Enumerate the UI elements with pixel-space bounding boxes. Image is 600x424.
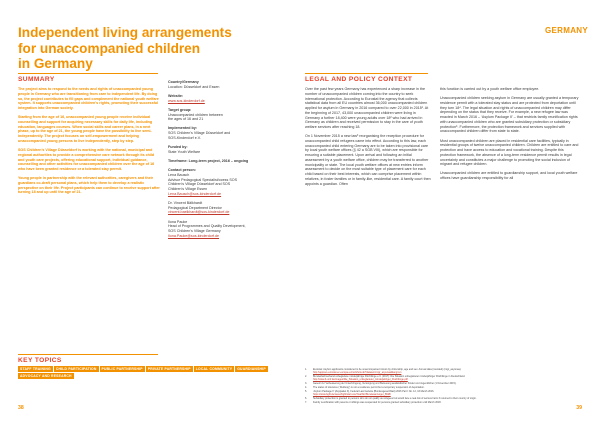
footnote: [305, 386, 580, 389]
contact-email-link[interactable]: vincent.baelkhardt@sos-kinderdorf.de: [168, 210, 230, 215]
page-title: [18, 25, 308, 72]
contact-line: Dr. Vincent Bälkhardt: [168, 200, 203, 205]
footnote-number: 5.: [305, 390, 308, 394]
topic-tag: GUARDIANSHIP: [237, 367, 266, 371]
title-line: Independent living arrangements: [18, 25, 232, 40]
fact-label: Target group:: [168, 107, 192, 112]
footnote: [305, 397, 580, 400]
footnote-number: 3.: [305, 382, 308, 386]
title-line: in Germany: [18, 56, 93, 71]
key-topics-heading: KEY TOPICS: [18, 357, 62, 364]
legal-paragraph: Unaccompanied children are entitled to guardianship support, and local youth welfare offices have guardianship responsibility for all: [440, 171, 578, 181]
fact-value: Unaccompanied children between the ages of 16 and 21: [168, 112, 223, 122]
legal-paragraph: Over the past few years Germany has experienced a sharp increase in the number of unaccompanied children coming into the country to seek international protection. According to Eurostat the agency that collects statistical data from all EU countries almost 36,000 unaccompanied children applied for asylum in Germany in 2016 compared to over 22,000 in 2015¹. At the beginning of 2017, 43,000 unaccompanied children were living in Germany a further 18,400 were young adults over 18² who had arrived in Germany as children and received permission to stay in the care of youth welfare services after reaching 18.: [305, 87, 429, 129]
title-line: for unaccompanied children: [18, 40, 201, 56]
footnote-number: 1.: [305, 368, 308, 371]
page-number-right: 39: [576, 405, 582, 411]
legal-paragraph: Most unaccompanied children are placed in residential care facilities, typically in residential groups of twelve unaccompanied children. Children are entitled to care and protection and have access to education and vocational training. Despite this protection framework, the absence of a long-term residence permit results in legal uncertainty and constitutes a major challenge to promoting the social inclusion of migrant and refugee children.: [440, 138, 579, 167]
fact-label: Implemented by:: [168, 126, 197, 131]
footnote: [305, 368, 580, 374]
topic-tag: PUBLIC PARTNERSHIP: [101, 367, 143, 371]
project-facts: [168, 80, 296, 243]
legal-paragraph: On 1 November 2015 a new law³ reorganising the reception procedure for unaccompanied child refugees came into effect. According to this law, each unaccompanied child entering Germany are to be taken into provisional care by local youth welfare offices (§ 42 a SGB VIII), which are responsible for ensuring a suitable placement. Upon arrival and following an initial assessment by a youth welfare office, children may be transferred to another municipality or state. The local youth welfare offices at new entries inform assessment to decide on the most suitable type of placement care for each child based on their best interests, which can comprise placement within relatives, in foster families or in family-like, residential care. A family court then appoints a guardian. Often: [305, 134, 431, 186]
contact-line: Head of Programmes and Quality Development,: [168, 224, 246, 229]
footnote: [305, 375, 580, 381]
fact-target-group: [168, 108, 296, 122]
footnote-number: 6.: [305, 397, 308, 401]
footnote-link[interactable]: https://www.bgbl.de/xaver/bgbl/start.xav?startbk=Bundesanzeiger_BGBl: [313, 393, 391, 397]
topic-tag: PRIVATE PARTNERSHIP: [147, 367, 191, 371]
contact-line: SOS Children’s Village Germany: [168, 229, 221, 234]
contact-line: Pedagogical Department Director: [168, 205, 222, 210]
fact-label: Website:: [168, 93, 184, 98]
footnote-link[interactable]: http://www.b-umf.de/images/Die_Situation_unbegleiteter_minderjahriger_Fluchtlinge.pdf: [313, 378, 408, 382]
footnote-text: Bundesfachverband unbegleitete minderjährige Flüchtlinge e.V. (2017): Die Situation unbegleiteter minderjähriger Flüchtlinge in Deutschland.: [313, 375, 466, 379]
legal-divider: [305, 73, 428, 74]
fact-country: [168, 80, 296, 90]
summary-paragraph: The project aims to respond to the needs and rights of unaccompanied young people in Germany who are transitioning from care to independent life. By doing so, the project contributes to fill gaps and complement the national youth welfare system. It supports unaccompanied children’s rights, promoting their successful integration into German society.: [18, 87, 159, 110]
fact-label: Funded by:: [168, 145, 188, 150]
contact-person: [168, 173, 296, 197]
fact-label: Timeframe: Long-term project, 2016 – ongoing: [168, 158, 249, 163]
country-label: GERMANY: [545, 26, 588, 35]
footnotes: [305, 368, 580, 405]
fact-label: Country/Germany: [168, 80, 199, 84]
contact-line: Children’s Village Düsseldorf and SOS: [168, 182, 231, 187]
fact-implemented-by: [168, 126, 296, 140]
fact-value: Location: Düsseldorf and Essen: [168, 84, 220, 89]
footnote: [305, 401, 580, 404]
summary-text: [18, 87, 160, 200]
topic-tag: LOCAL COMMUNITY: [195, 367, 233, 371]
summary-divider: [18, 73, 158, 74]
page-number-left: 38: [18, 405, 24, 411]
topic-tag: CHILD PARTICIPATION: [55, 367, 97, 371]
contact-person: [168, 220, 296, 239]
footnote: [305, 390, 580, 396]
summary-paragraph: Young people in partnership with the relevant authorities, caregivers and their guardians co-draft personal plans, which help them to develop a realistic perspective on their life. Project participants can continue to receive support after turning 18 and up until the age of 21.: [18, 176, 160, 195]
contact-line: Children’s Village Essen: [168, 187, 208, 192]
contact-line: Advisor Pedagogical Specialist/ocess SOS: [168, 177, 238, 182]
legal-column-2: [440, 87, 580, 185]
footnote-text: The status of tolerance (‘Duldung’) is not a residence permit but a temporary suspension of deportation.: [313, 386, 425, 390]
legal-heading: LEGAL AND POLICY CONTEXT: [305, 76, 413, 83]
fact-label: Contact person:: [168, 168, 196, 173]
fact-value: State Youth Welfare: [168, 149, 201, 154]
fact-value: SOS Children’s Village Düsseldorf and SOS-Kinderdorf e.V.: [168, 131, 231, 140]
contact-email-link[interactable]: Ilona.Pauke@sos-kinderdorf.de: [168, 233, 220, 238]
legal-column-1: [305, 87, 431, 191]
fact-website: [168, 94, 296, 104]
footnote-number: 7.: [305, 401, 308, 405]
footnote-number: 4.: [305, 386, 308, 390]
legal-paragraph: Unaccompanied children seeking asylum in Germany are usually granted a temporary residence permit with a tolerated stay status and are protected from deportation until they turn 18⁴. The legal situation and rights of unaccompanied children may differ depending on the status that they receive. For example, a new refugee law was enacted in March 2016 – ‘Asylum Package II’ – that restricts family reunification rights with unaccompanied children who are granted subsidiary protection or subsidiary protection⁵. Furthermore, the protection framework and services supplied with unaccompanied children differ from state to state.: [440, 96, 579, 134]
website-link[interactable]: www.sos-kinderdorf.de: [168, 98, 205, 103]
summary-paragraph: Starting from the age of 16, unaccompanied young people receive individual counselling and support for acquiring necessary skills for daily life, including education, languages courses. When social skills and career plans, in a next phase, up to the age of 21, the young people have the possibility to live semi-independently. The project focuses on self-empowerment and helping unaccompanied young persons to live independently, step by step.: [18, 115, 153, 143]
footnote-text: Eurostat: Asylum applicants considered to be unaccompanied minors by citizenship, age and sex. Annual data (rounded) (migr_asyunaa).: [313, 368, 462, 371]
footnote-text: Family reunification with parents or siblings was suspended for persons granted subsidiary protection until March 2018.: [313, 401, 442, 405]
contact-line: Ilona Pauke: [168, 219, 188, 224]
fact-timeframe: [168, 159, 296, 164]
footnote-text: ‘Asylum Package II’ (Asylpaket II), Federal Law Gazette (Bundesgesetzblatt) 2016 Part I No. 12, 16 March 2016.: [313, 390, 435, 394]
key-topics-divider: [18, 354, 158, 355]
fact-funded-by: [168, 145, 296, 155]
topic-tag: STAFF TRAINING: [20, 367, 51, 371]
legal-paragraph: this function is carried out by a youth welfare office employee.: [440, 87, 540, 91]
contact-line: Lena Bausch: [168, 172, 190, 177]
summary-heading: SUMMARY: [18, 76, 55, 83]
footnote-link[interactable]: http://appsso.eurostat.ec.europa.eu/nui/show.do?dataset=migr_asyunaa&lang=en: [313, 371, 402, 375]
fact-contacts: [168, 168, 296, 239]
summary-paragraph: SOS Children’s Village Düsseldorf is working with the national, municipal and regional authorities to provide a comprehensive care network through its child and youth care projects, offering educational support, individual guidance, counselling and other activities for unaccompanied children over the age of 16 who have been granted residence or a tolerated stay permit.: [18, 148, 155, 172]
footnote-text: Gesetz zur Verbesserung der Unterbringung, Versorgung und Betreuung ausländischer Kinder und Jugendlicher (1 November 2015).: [313, 382, 457, 386]
contact-person: [168, 201, 296, 215]
footnote-text: Subsidiary protection is granted to persons who do not qualify as refugees but would face a real risk of serious harm if returned to their country of origin.: [313, 397, 477, 401]
footnote: [305, 382, 580, 385]
topic-tag: ADVOCACY AND RESEARCH: [20, 374, 72, 378]
contact-email-link[interactable]: Lena.Bausch@sos-kinderdorf.de: [168, 191, 222, 196]
footnote-number: 2.: [305, 375, 308, 379]
key-topics-tags: [18, 366, 298, 379]
